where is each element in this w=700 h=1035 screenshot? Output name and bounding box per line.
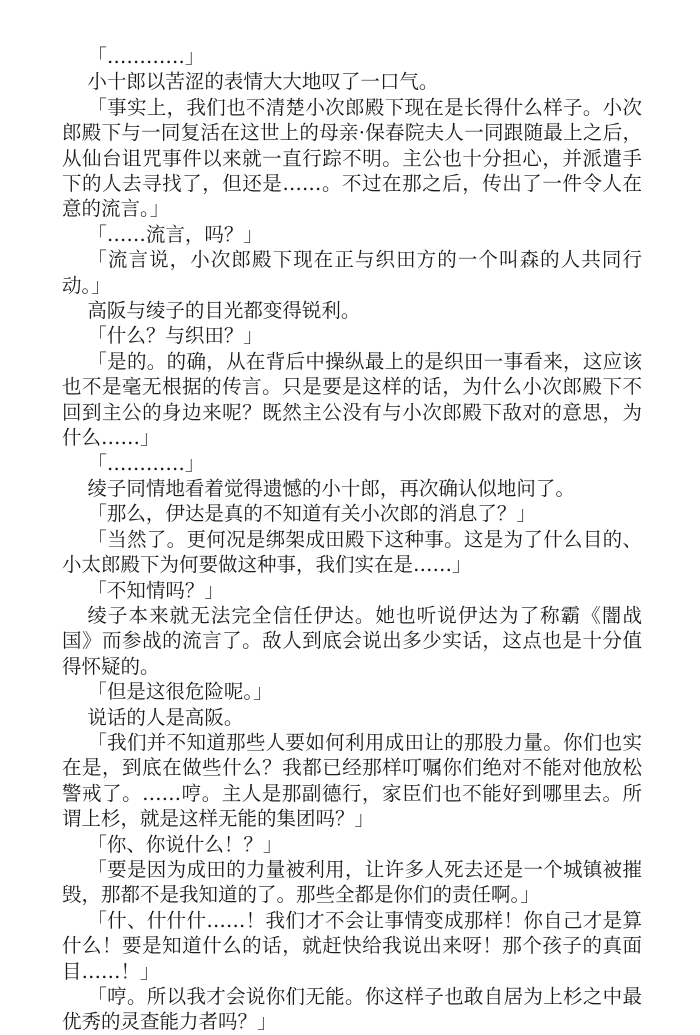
- page-body: [62, 44, 642, 1035]
- paragraph: 「哼。所以我才会说你们无能。你这样子也敢自居为上杉之中最优秀的灵查能力者吗？」: [62, 985, 642, 1034]
- paragraph: 「我们并不知道那些人要如何利用成田让的那股力量。你们也实在是，到底在做些什么？我都已经那样叮嘱你们绝对不能对他放松警戒了。……哼。主人是那副德行，家臣们也不能好到哪里去。所谓上杉，就是这样无能的集团吗？」: [62, 730, 642, 831]
- paragraph: 「什、什什什……！我们才不会让事情变成那样！你自己才是算什么！要是知道什么的话，就赶快给我说出来呀！那个孩子的真面目……！」: [62, 908, 642, 983]
- paragraph: 「但是这很危险呢。」: [87, 680, 273, 704]
- paragraph: 「事实上，我们也不清楚小次郎殿下现在是长得什么样子。小次郎殿下与一同复活在这世上的母亲·保春院夫人一同跟随最上之后，从仙台诅咒事件以来就一直行踪不明。主公也十分担心，并派遣手下的人去寻找了，但还是……。不过在那之后，传出了一件令人在意的流言。」: [62, 95, 642, 221]
- paragraph: 「是的。的确，从在背后中操纵最上的是织田一事看来，这应该也不是毫无根据的传言。只是要是这样的话，为什么小次郎殿下不回到主公的身边来呢？既然主公没有与小次郎殿下敌对的意思，为什么……」: [62, 349, 642, 450]
- paragraph: 「流言说，小次郎殿下现在正与织田方的一个叫森的人共同行动。」: [62, 248, 642, 297]
- paragraph: 「当然了。更何况是绑架成田殿下这种事。这是为了什么目的、小太郎殿下为何要做这种事，我们实在是……」: [62, 527, 642, 577]
- paragraph: 「什么？与织田？」: [87, 324, 263, 348]
- paragraph: 「那么，伊达是真的不知道有关小次郎的消息了？」: [87, 502, 536, 526]
- paragraph: 「不知情吗？」: [87, 578, 224, 602]
- paragraph: 「要是因为成田的力量被利用，让许多人死去还是一个城镇被摧毁，那都不是我知道的了。那些全都是你们的责任啊。」: [62, 858, 642, 907]
- paragraph: 「你、你说什么！？」: [87, 832, 283, 856]
- paragraph: 说话的人是高阪。: [87, 705, 244, 729]
- paragraph: 小十郎以苦涩的表情大大地叹了一口气。: [87, 70, 439, 94]
- paragraph: 高阪与绫子的目光都变得锐利。: [87, 299, 361, 323]
- paragraph: 绫子本来就无法完全信任伊达。她也听说伊达为了称霸《闇战国》而参战的流言了。敌人到底会说出多少实话，这点也是十分值得怀疑的。: [62, 603, 642, 678]
- paragraph: 绫子同情地看着觉得遗憾的小十郎，再次确认似地问了。: [87, 476, 575, 500]
- paragraph: 「……流言，吗？」: [87, 222, 263, 246]
- paragraph: 「…………」: [87, 451, 205, 475]
- paragraph: 「…………」: [87, 45, 205, 68]
